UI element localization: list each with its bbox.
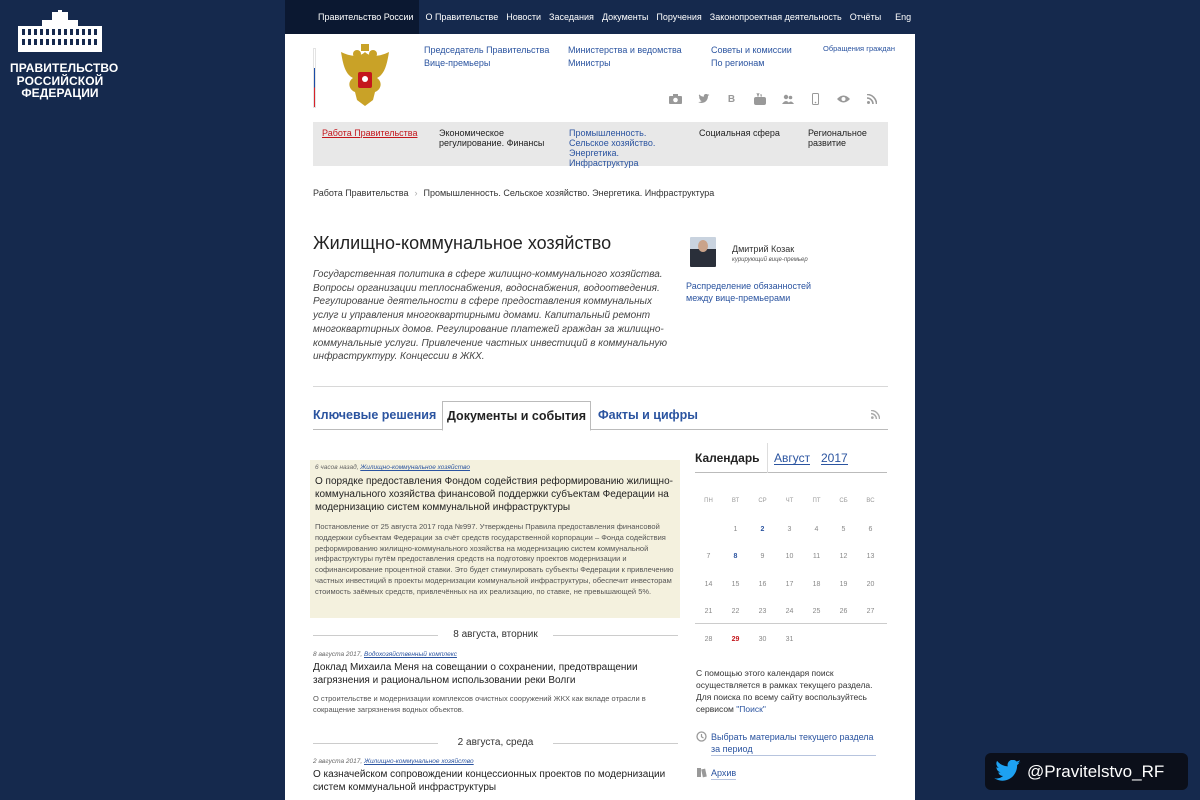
- category-government-work[interactable]: Работа Правительства: [322, 128, 418, 138]
- news-tag-link[interactable]: Жилищно-коммунальное хозяйство: [363, 758, 474, 765]
- people-icon[interactable]: [781, 93, 794, 105]
- news-meta: [313, 651, 673, 658]
- government-house-icon: [12, 10, 108, 54]
- news-meta: [315, 464, 675, 471]
- news-title[interactable]: Доклад Михаила Меня на совещании о сохранении, предотвращении загрязнения и рациональном использовании реки Волги: [313, 662, 638, 686]
- eye-icon[interactable]: [837, 93, 850, 105]
- date-separator: 8 августа, вторник: [313, 629, 678, 641]
- topnav-meetings[interactable]: Заседания: [549, 12, 594, 22]
- search-service-link[interactable]: "Поиск": [736, 704, 766, 714]
- header-links-col2: [568, 44, 682, 70]
- calendar-month-select[interactable]: Август: [774, 451, 811, 465]
- topnav-government-russia[interactable]: Правительство России: [285, 0, 419, 34]
- topnav-about[interactable]: О Правительстве: [425, 12, 499, 22]
- page-title: Жилищно-коммунальное хозяйство: [313, 233, 612, 253]
- calendar-day: 16: [758, 580, 767, 588]
- calendar-day[interactable]: 29: [731, 635, 740, 643]
- calendar-day: 21: [704, 608, 713, 615]
- calendar-week: [695, 571, 885, 599]
- history-icon: [696, 731, 707, 746]
- calendar-day: 27: [866, 608, 875, 615]
- breadcrumb-item-1[interactable]: Работа Правительства: [313, 188, 409, 198]
- date-separator: 2 августа, среда: [313, 737, 678, 749]
- news-title[interactable]: О порядке предоставления Фондом содействия реформированию жилищно-коммунального хозяйства финансовой поддержки субъектам Федерации на модернизацию систем коммунальной инфраструктуры: [315, 476, 673, 513]
- curator-role: курирующий вице-премьер: [732, 257, 808, 263]
- calendar-day: 11: [812, 553, 821, 560]
- weekday-label: ВТ: [731, 498, 740, 504]
- logo-line-3: ФЕДЕРАЦИИ: [21, 86, 99, 100]
- weekday-label: СБ: [839, 498, 848, 504]
- calendar-day: 24: [785, 608, 794, 615]
- topnav-reports[interactable]: Отчёты: [849, 12, 882, 22]
- topnav-english[interactable]: Eng: [895, 12, 912, 22]
- curator-name[interactable]: Дмитрий Козак: [732, 244, 795, 254]
- news-title[interactable]: О казначейском сопровождении концессионных проектов по модернизации систем коммунальной инфраструктуры: [313, 769, 666, 793]
- calendar-day: 4: [814, 525, 819, 533]
- calendar-day: 18: [812, 580, 821, 588]
- calendar-day: 30: [758, 635, 767, 643]
- calendar-day: 7: [706, 553, 711, 560]
- twitter-handle: @Pravitelstvo_RF: [1027, 761, 1165, 781]
- calendar-day: 14: [704, 580, 713, 588]
- calendar-note-text: С помощью этого календаря поиск осуществляется в рамках текущего раздела. Для поиска по всему сайту воспользуйтесь сервисом: [696, 668, 873, 714]
- calendar-bottom-rule: [695, 623, 887, 624]
- calendar-day: 6: [868, 525, 873, 533]
- curator-photo[interactable]: [690, 237, 716, 267]
- site-logo[interactable]: [10, 10, 119, 100]
- calendar-day: 5: [841, 525, 846, 533]
- calendar-day: 31: [785, 635, 794, 643]
- top-navigation: [285, 0, 915, 34]
- calendar-day: 22: [731, 608, 740, 615]
- weekday-label: ЧТ: [785, 498, 794, 504]
- calendar-day: 19: [839, 580, 848, 588]
- duties-link-text: Распределение обязанностей между вице-премьерами: [686, 281, 812, 303]
- mobile-icon[interactable]: [809, 93, 822, 105]
- header-link-appeals[interactable]: Обращения граждан: [823, 44, 895, 53]
- calendar-title: Календарь: [695, 451, 760, 465]
- calendar-header: [695, 443, 887, 473]
- header-link-deputy-pm[interactable]: Вице-премьеры: [424, 58, 491, 68]
- select-period-action[interactable]: [696, 731, 876, 756]
- divider: [313, 386, 888, 387]
- calendar-day: 1: [733, 525, 738, 533]
- calendar-day: 3: [787, 525, 792, 533]
- tab-documents-events[interactable]: Документы и события: [442, 401, 591, 431]
- vk-icon[interactable]: В: [727, 93, 736, 105]
- weekday-label: СР: [758, 498, 767, 504]
- category-regional[interactable]: Региональное развитие: [808, 128, 867, 148]
- rss-icon[interactable]: [865, 93, 878, 105]
- page-lead: Государственная политика в сфере жилищно-коммунального хозяйства. Вопросы организации теплоснабжения, водоснабжения, водоотведения. Регулирование деятельности в сфере предоставления коммунальных услуг и управления многоквартирными домами. Капитальный ремонт многоквартирных домов. Регулирование платежей граждан за жилищно-коммунальные услуги. Привлечение частных инвестиций в коммунальную инфраструктуру. Концессии в ЖКХ.: [313, 269, 668, 363]
- calendar-day[interactable]: 2: [760, 525, 765, 533]
- calendar-day: 17: [785, 580, 794, 588]
- social-icons: [669, 93, 878, 105]
- featured-news-item[interactable]: [310, 460, 680, 618]
- category-social[interactable]: Социальная сфера: [699, 128, 780, 138]
- header-link-ministries[interactable]: Министерства и ведомства: [568, 45, 682, 55]
- header-link-councils[interactable]: Советы и комиссии: [711, 45, 792, 55]
- tabs-rss-icon[interactable]: [871, 410, 880, 422]
- news-item[interactable]: [313, 651, 673, 716]
- calendar-day: 9: [760, 553, 765, 560]
- calendar-day: 12: [839, 553, 848, 560]
- archive-action[interactable]: [696, 767, 736, 780]
- topnav-legislation[interactable]: Законопроектная деятельность: [709, 12, 842, 22]
- news-meta: [313, 758, 673, 765]
- calendar-day: 28: [704, 635, 713, 643]
- flag-stripe: [313, 48, 316, 108]
- calendar-week: [695, 516, 885, 544]
- youtube-icon[interactable]: [753, 93, 766, 105]
- tab-key-decisions[interactable]: Ключевые решения: [313, 408, 437, 422]
- calendar-day[interactable]: 8: [733, 553, 738, 560]
- logo-line-2: РОССИЙСКОЙ: [16, 73, 104, 88]
- twitter-bird-icon: [994, 760, 1022, 783]
- breadcrumb-separator-icon: ›: [414, 188, 418, 198]
- tab-facts-figures[interactable]: Факты и цифры: [598, 408, 698, 422]
- twitter-icon[interactable]: [697, 93, 710, 105]
- calendar-week: [695, 543, 885, 571]
- duties-link[interactable]: [686, 280, 816, 304]
- calendar-weekdays: [695, 488, 885, 516]
- weekday-label: ПТ: [812, 498, 821, 504]
- news-time: 6 часов назад,: [315, 464, 359, 471]
- weekday-label: ВС: [866, 498, 875, 504]
- news-item[interactable]: [313, 758, 673, 794]
- news-tag-link[interactable]: Водохозяйственный комплекс: [363, 651, 457, 658]
- header-link-regions[interactable]: По регионам: [711, 58, 765, 68]
- camera-icon[interactable]: [669, 93, 682, 105]
- twitter-badge[interactable]: [985, 753, 1188, 790]
- header-links-col1: [424, 44, 549, 70]
- breadcrumb: [313, 188, 714, 198]
- calendar-day: 10: [785, 553, 794, 560]
- calendar-divider: [767, 443, 768, 473]
- coat-of-arms-icon[interactable]: [335, 44, 395, 110]
- calendar-day: 26: [839, 608, 848, 615]
- select-period-label: Выбрать материалы текущего раздела за период: [711, 731, 876, 756]
- calendar-day: 23: [758, 608, 767, 615]
- category-economy[interactable]: Экономическое регулирование. Финансы: [439, 128, 545, 148]
- archive-label: Архив: [711, 768, 737, 778]
- calendar-year-select[interactable]: 2017: [821, 451, 848, 465]
- topnav-orders[interactable]: Поручения: [656, 12, 702, 22]
- calendar-grid: [695, 488, 885, 653]
- calendar-note: [696, 667, 886, 715]
- calendar-day: 25: [812, 608, 821, 615]
- news-time: 2 августа 2017,: [313, 758, 363, 765]
- category-navigation: [313, 122, 888, 166]
- calendar-day: 13: [866, 553, 875, 560]
- header-link-ministers[interactable]: Министры: [568, 58, 611, 68]
- news-time: 8 августа 2017,: [313, 651, 363, 658]
- topnav-documents[interactable]: Документы: [601, 12, 649, 22]
- news-summary: Постановление от 25 августа 2017 года №997. Утверждены Правила предоставления финансовой поддержки субъектам Федерации за счёт средств государственной корпорации – Фонда содействия реформированию жилищно-коммунального хозяйства на модернизацию систем коммунальной инфраструктуры путём предоставления средств на подготовку проектов модернизации и софинансирование процентной ставки. Это будет стимулировать субъекты Федерации к привлечению частных инвестиций в проекты модернизации коммунальной инфраструктуры, обеспечит инвесторам стоимость заёмных средств, привлечённых на их реализацию, по ставке, не превышающей 5%.: [315, 522, 674, 596]
- topnav-news[interactable]: Новости: [506, 12, 542, 22]
- logo-line-1: ПРАВИТЕЛЬСТВО: [10, 61, 119, 75]
- news-summary: О строительстве и модернизации комплексов очистных сооружений ЖКХ как вкладе отрасли в сокращение загрязнения водных объектов.: [313, 694, 646, 714]
- breadcrumb-item-2[interactable]: Промышленность. Сельское хозяйство. Энергетика. Инфраструктура: [423, 188, 715, 198]
- archive-icon: [696, 767, 707, 782]
- content-tabs: [313, 401, 888, 430]
- calendar-day: 15: [731, 580, 740, 588]
- category-industry[interactable]: Промышленность. Сельское хозяйство. Энергетика. Инфраструктура: [569, 128, 656, 168]
- main-page: [285, 0, 915, 800]
- news-tag-link[interactable]: Жилищно-коммунальное хозяйство: [360, 464, 470, 471]
- calendar-week: [695, 598, 885, 626]
- header-links-col3: [711, 44, 792, 70]
- calendar-week: [695, 626, 885, 654]
- header-link-chairman[interactable]: Председатель Правительства: [424, 45, 550, 55]
- weekday-label: ПН: [704, 498, 713, 504]
- calendar-day: 20: [866, 580, 875, 588]
